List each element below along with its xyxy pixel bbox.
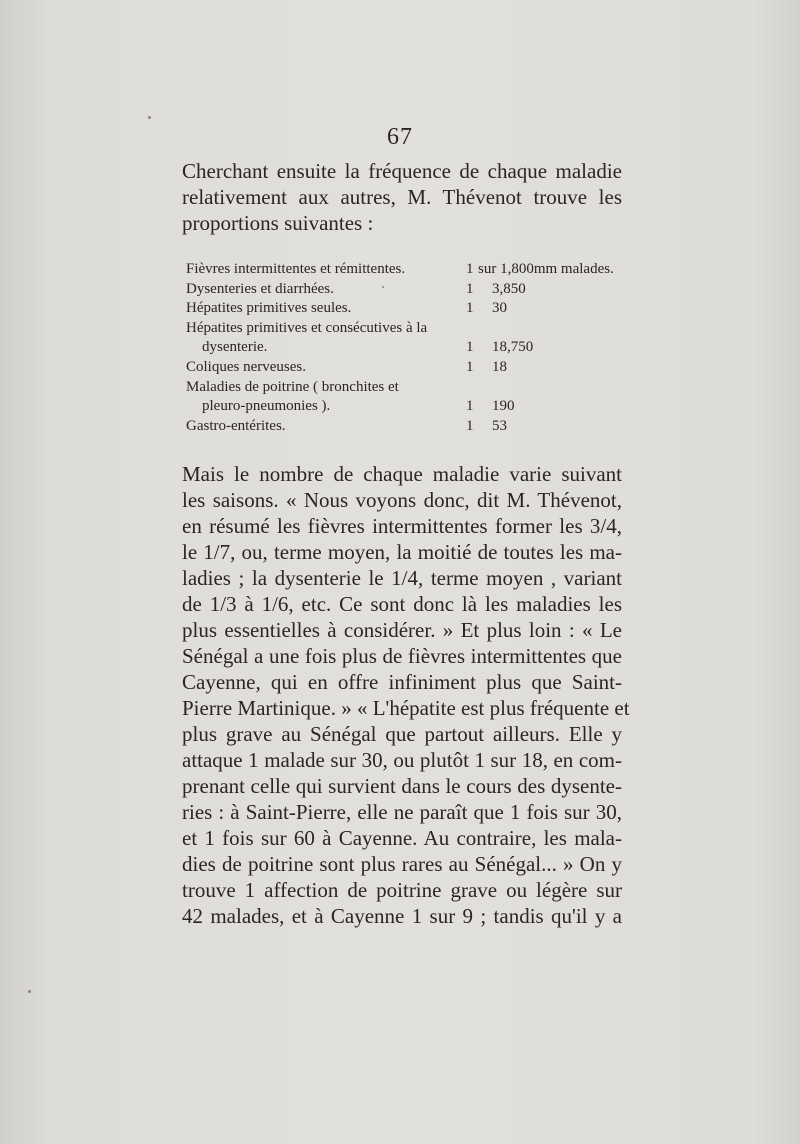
page-number: 67 xyxy=(387,124,413,150)
text-line: Cayenne, qui en offre infiniment plus que Saint- xyxy=(182,670,622,694)
row-ratio-one: 1 xyxy=(466,300,474,317)
row-value: 18 xyxy=(492,358,507,375)
disease-proportion-table xyxy=(186,260,626,436)
text-line: proportions suivantes : xyxy=(182,211,374,235)
text-line: les saisons. « Nous voyons donc, dit M. Thévenot, xyxy=(182,488,622,512)
text-line: en résumé les fièvres intermittentes former les 3/4, xyxy=(182,514,622,538)
text-line: le 1/7, ou, terme moyen, la moitié de toutes les ma- xyxy=(182,540,622,564)
row-ratio-one: 1 xyxy=(466,417,474,434)
text-line: trouve 1 affection de poitrine grave ou légère sur xyxy=(182,878,622,902)
row-ratio-one: 1 xyxy=(466,261,474,277)
paper-speck xyxy=(382,286,384,288)
row-label: Fièvres intermittentes et rémittentes. xyxy=(186,261,406,277)
row-label: Dysenteries et diarrhées. xyxy=(186,280,334,297)
row-value: 190 xyxy=(492,398,515,415)
row-ratio-one: 1 xyxy=(466,358,474,375)
table-row xyxy=(186,358,626,378)
row-value: 18,750 xyxy=(492,339,534,356)
text-line: plus grave au Sénégal que partout ailleurs. Elle y xyxy=(182,722,622,746)
row-value: 3,850 xyxy=(492,280,526,297)
row-label: Maladies de poitrine ( bronchites et xyxy=(186,378,399,395)
row-label: dysenterie. xyxy=(202,339,268,356)
table-row xyxy=(186,260,626,280)
table-row xyxy=(186,378,626,398)
text-line: et 1 fois sur 60 à Cayenne. Au contraire, les mala- xyxy=(182,826,622,850)
text-line: Sénégal a une fois plus de fièvres intermittentes que xyxy=(182,644,622,668)
text-line: de 1/3 à 1/6, etc. Ce sont donc là les maladies les xyxy=(182,592,622,616)
row-value: 30 xyxy=(492,300,507,317)
table-row xyxy=(186,299,626,319)
row-ratio-one: 1 xyxy=(466,398,474,415)
row-label: Gastro-entérites. xyxy=(186,417,286,434)
table-row xyxy=(186,319,626,339)
row-label: Coliques nerveuses. xyxy=(186,358,306,375)
text-line: Pierre Martinique. » « L'hépatite est plus fréquente et xyxy=(182,696,630,720)
text-line: Cherchant ensuite la fréquence de chaque maladie xyxy=(182,159,622,183)
paper-speck xyxy=(148,116,151,119)
row-value: 53 xyxy=(492,417,507,434)
text-line: plus essentielles à considérer. » Et plus loin : « Le xyxy=(182,618,622,642)
row-value: sur 1,800mm malades. xyxy=(478,261,614,277)
text-line: prenant celle qui survient dans le cours des dysente- xyxy=(182,774,622,798)
table-row xyxy=(186,338,626,358)
row-ratio-one: 1 xyxy=(466,280,474,297)
row-ratio-one: 1 xyxy=(466,339,474,356)
text-line: attaque 1 malade sur 30, ou plutôt 1 sur 18, en com- xyxy=(182,748,622,772)
text-line: Mais le nombre de chaque maladie varie suivant xyxy=(182,462,622,486)
table-row xyxy=(186,397,626,417)
text-line: ladies ; la dysenterie le 1/4, terme moyen , variant xyxy=(182,566,622,590)
table-row xyxy=(186,417,626,437)
paper-speck xyxy=(28,990,31,993)
row-label: pleuro-pneumonies ). xyxy=(202,398,331,415)
body-paragraph xyxy=(182,461,630,929)
row-label: Hépatites primitives et consécutives à la xyxy=(186,319,428,336)
table-row xyxy=(186,280,626,300)
text-line: dies de poitrine sont plus rares au Sénégal... » On y xyxy=(182,852,622,876)
intro-paragraph xyxy=(182,158,622,236)
text-line: relativement aux autres, M. Thévenot trouve les xyxy=(182,185,622,209)
row-label: Hépatites primitives seules. xyxy=(186,300,352,317)
text-line: 42 malades, et à Cayenne 1 sur 9 ; tandis qu'il y a xyxy=(182,904,622,928)
text-line: ries : à Saint-Pierre, elle ne paraît que 1 fois sur 30, xyxy=(182,800,622,824)
